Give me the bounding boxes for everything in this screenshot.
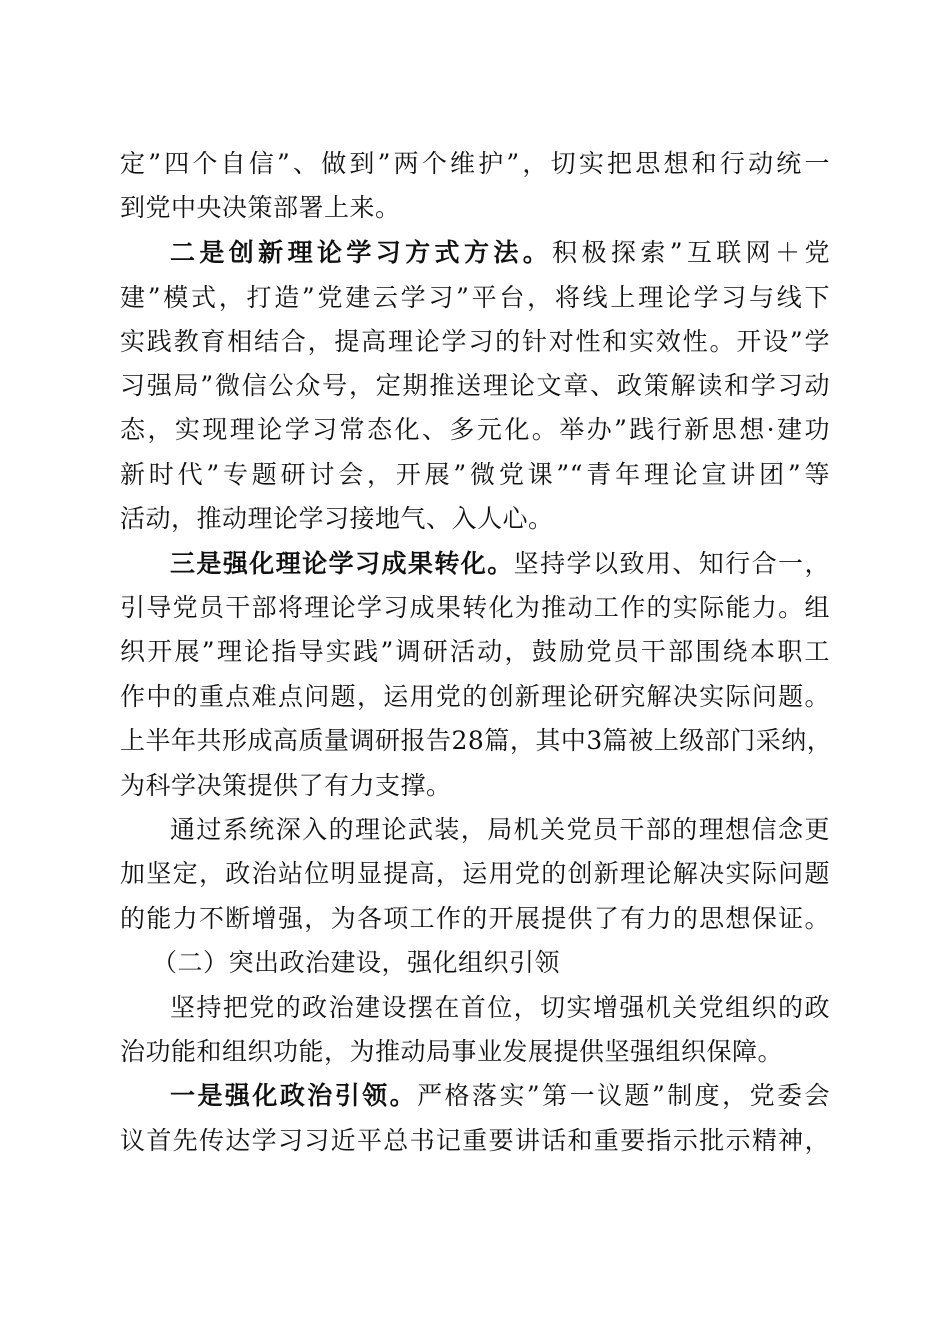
paragraph-line-3 bbox=[170, 233, 830, 273]
paragraph-line-12: 织开展”理论指导实践”调研活动，鼓励党员干部围绕本职工 bbox=[120, 637, 830, 666]
paragraph-line-18: 的能力不断增强，为各项工作的开展提供了有力的思想保证。 bbox=[120, 904, 830, 933]
paragraph-line-9: 活动，推动理论学习接地气、入人心。 bbox=[120, 504, 554, 533]
paragraph-line-21: 治功能和组织功能，为推动局事业发展提供坚强组织保障。 bbox=[120, 1037, 784, 1066]
paragraph-line-8: 新时代”专题研讨会，开展”微党课”“青年理论宣讲团”等 bbox=[120, 460, 830, 489]
paragraph-line-5: 实践教育相结合，提高理论学习的针对性和实效性。开设”学 bbox=[120, 327, 830, 356]
paragraph-line-13: 作中的重点难点问题，运用党的创新理论研究解决实际问题。 bbox=[120, 682, 830, 711]
paragraph-line-7: 态，实现理论学习常态化、多元化。举办”践行新思想·建功 bbox=[120, 415, 830, 444]
bold-lead-text: 二是创新理论学习方式方法。 bbox=[170, 238, 553, 267]
bold-lead-text: 三是强化理论学习成果转化。 bbox=[170, 549, 514, 578]
paragraph-line-11: 引导党员干部将理论学习成果转化为推动工作的实际能力。组 bbox=[120, 593, 830, 622]
paragraph-line-14: 上半年共形成高质量调研报告28篇，其中3篇被上级部门采纳， bbox=[120, 726, 833, 755]
paragraph-line-20: 坚持把党的政治建设摆在首位，切实增强机关党组织的政 bbox=[170, 993, 830, 1022]
paragraph-line-4: 建”模式，打造”党建云学习”平台，将线上理论学习与线下 bbox=[120, 283, 830, 312]
paragraph-text: 坚持学以致用、知行合一， bbox=[513, 549, 830, 578]
paragraph-line-23: 议首先传达学习习近平总书记重要讲话和重要指示批示精神， bbox=[120, 1126, 830, 1155]
paragraph-line-22 bbox=[170, 1076, 830, 1116]
paragraph-text: 严格落实”第一议题”制度，党委会 bbox=[417, 1081, 830, 1110]
paragraph-line-6: 习强局”微信公众号，定期推送理论文章、政策解读和学习动 bbox=[120, 371, 830, 400]
section-heading: （二）突出政治建设，强化组织引领 bbox=[152, 948, 561, 977]
paragraph-line-2: 到党中央决策部署上来。 bbox=[120, 193, 401, 222]
bold-lead-text: 一是强化政治引领。 bbox=[170, 1081, 418, 1110]
paragraph-line-1: 定”四个自信”、做到”两个维护”，切实把思想和行动统一 bbox=[120, 149, 830, 178]
paragraph-line-17: 加坚定，政治站位明显提高，运用党的创新理论解决实际问题 bbox=[120, 859, 830, 888]
paragraph-line-16: 通过系统深入的理论武装，局机关党员干部的理想信念更 bbox=[170, 815, 830, 844]
paragraph-line-10 bbox=[170, 544, 830, 584]
paragraph-line-15: 为科学决策提供了有力支撑。 bbox=[120, 771, 452, 800]
paragraph-text: 积极探索”互联网＋党 bbox=[552, 238, 830, 267]
